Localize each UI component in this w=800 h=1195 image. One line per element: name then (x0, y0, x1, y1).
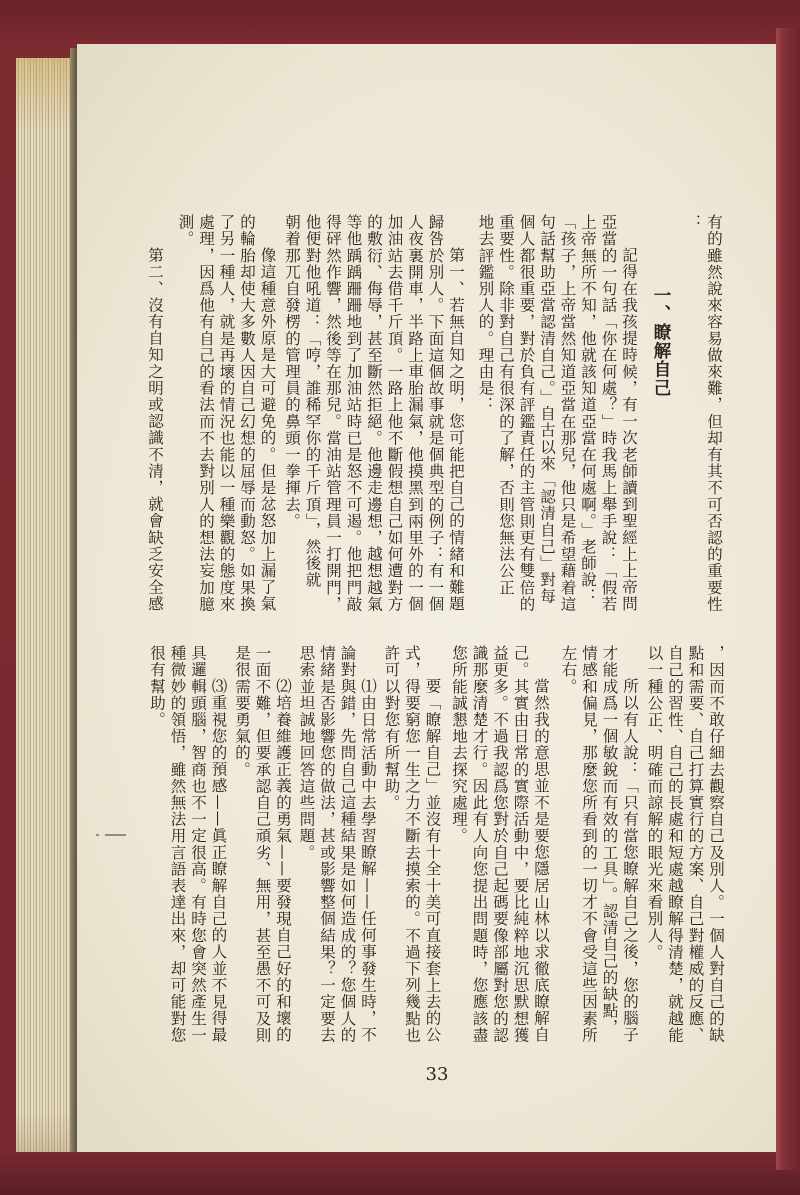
page-stack-edges (16, 58, 74, 1152)
book-cover-edge (776, 28, 800, 1170)
text-line: 己。其實由日常的實際活動中，要比純粹地沉思默想獲 (511, 645, 530, 1044)
text-line: ⑵培養維護正義的勇氣——要發現自己好的和壞的 (274, 678, 292, 1044)
text-line: 許可以對您有所幫助。 (382, 645, 401, 811)
text-line: 等他踽踽跚跚地到了加油站時已是怒不可遏。他把門敲 (344, 214, 363, 613)
text-line: 論對與錯，先問自己這種結果是如何造成的？您個人的 (338, 645, 357, 1044)
text-line: 個人都很重要，對於負有評鑑責任的主管則更有雙倍的 (517, 214, 536, 613)
text-line: 加油站去借千斤頂。一路上他不斷假想自己如何遭對方 (385, 214, 404, 613)
text-line: 才能成爲一個敏銳而有效的工具」。認清自己的缺點， (600, 645, 619, 1036)
page-number: 33 (425, 1064, 449, 1085)
text-line: 測。 (176, 214, 195, 248)
text-line: 的輪胎却使大多數人因自己幻想的屈辱而動怒。如果換 (238, 214, 256, 613)
text-line: 歸咎於別人。下面這個故事就是個典型的例子：有一個 (426, 214, 445, 613)
paragraph (381, 645, 443, 1055)
text-line: 上帝無所不知，他就該知道亞當在何處啊。」老師說： (579, 214, 597, 605)
gutter-shadow (70, 48, 77, 1152)
paragraph (282, 214, 467, 624)
section-heading: 一、瞭解自己 (651, 286, 671, 397)
text-line: 朝着那兀自發楞的管理員的鼻頭一拳揮去。 (283, 214, 301, 530)
text-line: 式，得要窮您一生之力不斷去摸索的。不過下列幾點也 (403, 645, 421, 1044)
text-line: 第一、若無自知之明，您可能把自己的情緒和難題 (447, 247, 465, 613)
list-item (232, 645, 294, 1055)
text-line: ，因而不敢仔細去觀察自己及別人。一個人對自己的缺 (707, 645, 725, 1044)
text-line: 益更多。不過我認爲您對於自己起碼要像部屬對您的認 (491, 645, 509, 1044)
text-line: 一面不難，但要承認自己頑劣、無用，甚至愚不可及則 (253, 645, 272, 1044)
text-line: 思索並坦誠地回答這些問題。 (297, 645, 316, 861)
text-line: 左右。 (559, 645, 578, 695)
continued-paragraph (644, 645, 726, 1055)
text-line: 很有幫助。 (148, 645, 166, 728)
text-line: 他便對他吼道：「哼，誰稀罕你的千斤頂」，然後就 (303, 214, 322, 589)
text-line: 「孩子，上帝當然知道亞當在那兒，他只是希望藉着這 (558, 214, 577, 613)
text-line: 重要性。除非對自己有很深的了解，否則您無法公正 (497, 214, 515, 596)
text-line: 點和需要、自己打算實行的方案、自己對權威的反應、 (686, 645, 705, 1044)
text-line: 是很需要勇氣的。 (233, 645, 251, 778)
pencil-mark (96, 834, 126, 836)
text-line: 第二、沒有自知之明或認識不清，就會缺乏安全感 (146, 247, 164, 613)
text-line: 以一種公正、明確而諒解的眼光來看別人。 (645, 645, 664, 961)
text-line: ⑴由日常活動中去學習瞭解——任何事發生時，不 (359, 678, 377, 1044)
text-line: 要「瞭解自己」並沒有十全十美可直接套上去的公 (423, 678, 442, 1044)
paragraph (145, 214, 166, 624)
paragraph (175, 214, 278, 624)
text-line: 亞當的一句話「你在何處？」時我馬上舉手說：「假若 (599, 214, 618, 613)
text-line: 記得在我孩提時候，有一次老師讀到聖經上上帝問 (620, 247, 638, 613)
text-line: ： (684, 214, 703, 231)
text-line: 句話幫助亞當認清自己。」自古以來「認清自己」對每 (538, 214, 556, 605)
text-line: 所以有人說：「只有當您瞭解自己之後，您的腦子 (621, 678, 639, 1044)
text-line: 您所能誠懇地去探究處理。 (450, 645, 468, 845)
text-line: 情緒是否影響您的做法，甚或影響整個結果？一定要去 (318, 645, 336, 1044)
text-line: 具邏輯頭腦，智商也不一定很高。有時您會突然產生一 (189, 645, 207, 1044)
text-line: 像這種意外原是大可避免的。但是忿怒加上漏了氣 (258, 247, 277, 613)
lower-text-block (126, 645, 726, 1055)
text-line: 種微妙的領悟，雖然無法用言語表達出來，却可能對您 (168, 645, 187, 1044)
text-line: 地去評鑑別人的。理由是： (476, 214, 495, 414)
paragraph (475, 214, 639, 624)
text-line: 了另一種人，就是再壞的情況也能以一種樂觀的態度來 (217, 214, 236, 613)
text-line: ⑶重視您的預感——眞正瞭解自己的人並不見得最 (209, 678, 228, 1044)
continued-paragraph (683, 214, 724, 624)
text-line: 的敷衍、侮辱，甚至斷然拒絕。他邊走邊想，越想越氣 (365, 214, 383, 613)
list-item (296, 645, 378, 1055)
text-line: 識那麼清楚才行。因此有人向您提出問題時，您應該盡 (470, 645, 489, 1044)
paragraph (558, 645, 640, 1055)
text-line: 人夜裏開車，半路上車胎漏氣，他摸黑到兩里外的一個 (406, 214, 424, 613)
text-line: 處理，因爲他有自己的看法而不去對別人的想法妄加臆 (197, 214, 215, 613)
text-line: 自己的習性、自己的長處和短處越瞭解得清楚，就越能 (666, 645, 684, 1044)
text-line: 情感和偏見，那麼您所看到的一切才不會受這些因素所 (580, 645, 598, 1044)
list-item (147, 645, 229, 1055)
text-line: 得砰然作響，然後等在那兒。當油站管理員一打開門， (324, 214, 342, 613)
text-line: 有的雖然說來容易做來難，但却有其不可否認的重要性 (705, 214, 723, 613)
paragraph (449, 645, 552, 1055)
upper-text-block (124, 214, 724, 624)
text-line: 當然我的意思並不是要您隱居山林以求徹底瞭解自 (532, 678, 550, 1044)
